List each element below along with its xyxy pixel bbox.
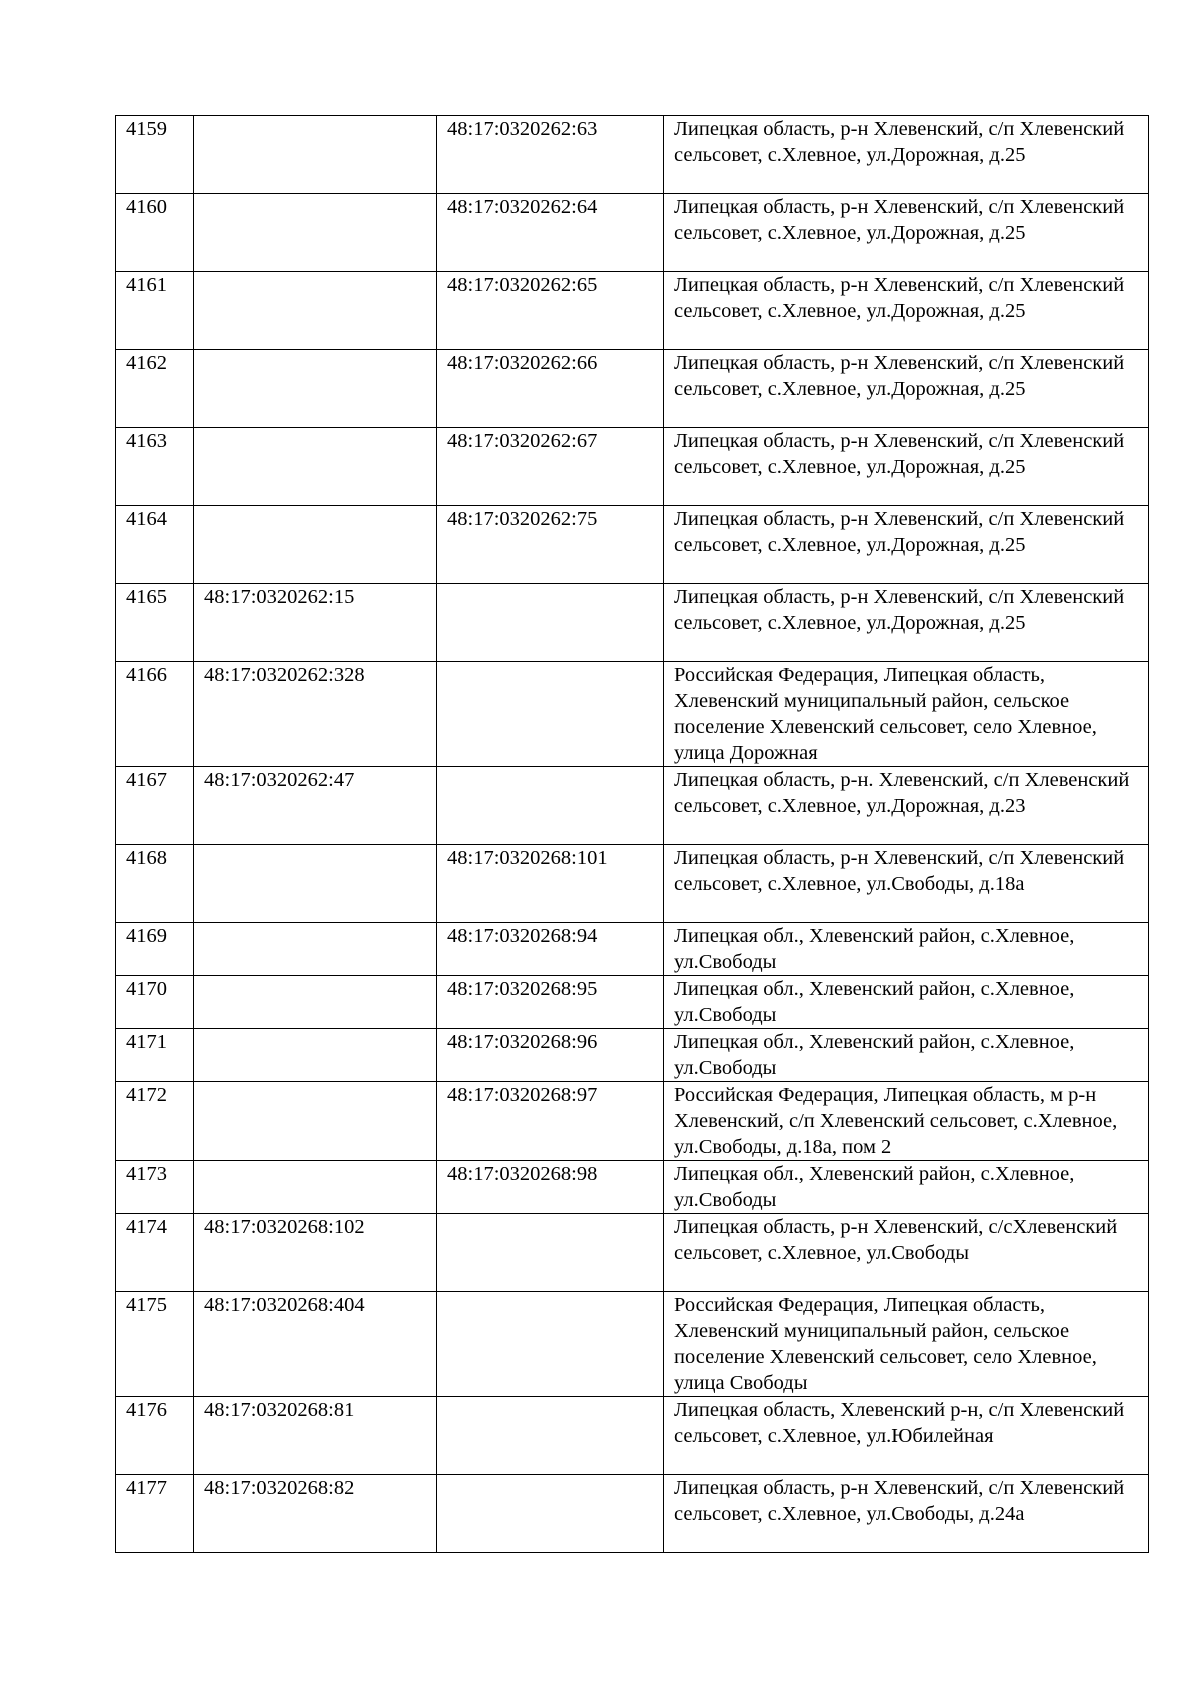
parcel-cadastral-number-cell [194,194,437,272]
table-row [116,767,1149,845]
building-cadastral-number-cell [437,584,664,662]
parcel-cadastral-number-cell [194,923,437,976]
building-cadastral-number-cell: 48:17:0320268:95 [437,976,664,1029]
building-cadastral-number-cell: 48:17:0320268:97 [437,1082,664,1161]
table-row [116,923,1149,976]
address-cell: Липецкая область, р-н Хлевенский, с/п Хлевенский сельсовет, с.Хлевное, ул.Свободы, д.24а [664,1475,1149,1553]
registry-body [116,116,1149,1553]
building-cadastral-number-cell [437,1214,664,1292]
row-number-cell: 4165 [116,584,194,662]
table-row [116,976,1149,1029]
parcel-cadastral-number-cell [194,976,437,1029]
row-number-cell: 4161 [116,272,194,350]
building-cadastral-number-cell: 48:17:0320262:65 [437,272,664,350]
parcel-cadastral-number-cell [194,506,437,584]
parcel-cadastral-number-cell: 48:17:0320262:15 [194,584,437,662]
building-cadastral-number-cell: 48:17:0320262:75 [437,506,664,584]
building-cadastral-number-cell: 48:17:0320268:98 [437,1161,664,1214]
row-number-cell: 4176 [116,1397,194,1475]
table-row [116,1475,1149,1553]
building-cadastral-number-cell [437,1292,664,1397]
address-cell: Липецкая область, р-н Хлевенский, с/п Хлевенский сельсовет, с.Хлевное, ул.Свободы, д.18а [664,845,1149,923]
table-row [116,1292,1149,1397]
parcel-cadastral-number-cell: 48:17:0320262:47 [194,767,437,845]
property-registry-table [115,115,1149,1553]
address-cell: Липецкая обл., Хлевенский район, с.Хлевное, ул.Свободы [664,923,1149,976]
address-cell: Липецкая обл., Хлевенский район, с.Хлевное, ул.Свободы [664,976,1149,1029]
row-number-cell: 4164 [116,506,194,584]
table-row [116,662,1149,767]
address-cell: Российская Федерация, Липецкая область, Хлевенский муниципальный район, сельское поселение Хлевенский сельсовет, село Хлевное, улица Дорожная [664,662,1149,767]
address-cell: Липецкая область, р-н Хлевенский, с/п Хлевенский сельсовет, с.Хлевное, ул.Дорожная, д.25 [664,506,1149,584]
row-number-cell: 4175 [116,1292,194,1397]
address-cell: Липецкая область, р-н Хлевенский, с/п Хлевенский сельсовет, с.Хлевное, ул.Дорожная, д.25 [664,584,1149,662]
building-cadastral-number-cell: 48:17:0320262:66 [437,350,664,428]
table-row [116,350,1149,428]
parcel-cadastral-number-cell [194,350,437,428]
row-number-cell: 4171 [116,1029,194,1082]
parcel-cadastral-number-cell [194,272,437,350]
address-cell: Российская Федерация, Липецкая область, м р-н Хлевенский, с/п Хлевенский сельсовет, с.Хлевное, ул.Свободы, д.18а, пом 2 [664,1082,1149,1161]
building-cadastral-number-cell: 48:17:0320268:96 [437,1029,664,1082]
address-cell: Липецкая обл., Хлевенский район, с.Хлевное, ул.Свободы [664,1161,1149,1214]
address-cell: Липецкая область, Хлевенский р-н, с/п Хлевенский сельсовет, с.Хлевное, ул.Юбилейная [664,1397,1149,1475]
row-number-cell: 4169 [116,923,194,976]
parcel-cadastral-number-cell [194,428,437,506]
parcel-cadastral-number-cell: 48:17:0320268:82 [194,1475,437,1553]
address-cell: Липецкая область, р-н Хлевенский, с/сХлевенский сельсовет, с.Хлевное, ул.Свободы [664,1214,1149,1292]
table-row [116,845,1149,923]
table-row [116,1161,1149,1214]
parcel-cadastral-number-cell: 48:17:0320268:81 [194,1397,437,1475]
table-row [116,1214,1149,1292]
building-cadastral-number-cell: 48:17:0320268:101 [437,845,664,923]
row-number-cell: 4177 [116,1475,194,1553]
row-number-cell: 4159 [116,116,194,194]
building-cadastral-number-cell [437,662,664,767]
parcel-cadastral-number-cell: 48:17:0320268:404 [194,1292,437,1397]
building-cadastral-number-cell: 48:17:0320268:94 [437,923,664,976]
parcel-cadastral-number-cell [194,1029,437,1082]
table-row [116,1397,1149,1475]
building-cadastral-number-cell: 48:17:0320262:67 [437,428,664,506]
row-number-cell: 4174 [116,1214,194,1292]
address-cell: Липецкая обл., Хлевенский район, с.Хлевное, ул.Свободы [664,1029,1149,1082]
table-row [116,1029,1149,1082]
row-number-cell: 4167 [116,767,194,845]
table-row [116,272,1149,350]
table-row [116,116,1149,194]
row-number-cell: 4168 [116,845,194,923]
building-cadastral-number-cell: 48:17:0320262:64 [437,194,664,272]
row-number-cell: 4166 [116,662,194,767]
address-cell: Липецкая область, р-н. Хлевенский, с/п Хлевенский сельсовет, с.Хлевное, ул.Дорожная, д.23 [664,767,1149,845]
parcel-cadastral-number-cell [194,1082,437,1161]
address-cell: Российская Федерация, Липецкая область, Хлевенский муниципальный район, сельское поселение Хлевенский сельсовет, село Хлевное, улица Свободы [664,1292,1149,1397]
row-number-cell: 4163 [116,428,194,506]
table-row [116,584,1149,662]
parcel-cadastral-number-cell: 48:17:0320268:102 [194,1214,437,1292]
table-row [116,506,1149,584]
row-number-cell: 4170 [116,976,194,1029]
building-cadastral-number-cell [437,1475,664,1553]
building-cadastral-number-cell [437,1397,664,1475]
table-row [116,1082,1149,1161]
address-cell: Липецкая область, р-н Хлевенский, с/п Хлевенский сельсовет, с.Хлевное, ул.Дорожная, д.25 [664,428,1149,506]
parcel-cadastral-number-cell [194,845,437,923]
address-cell: Липецкая область, р-н Хлевенский, с/п Хлевенский сельсовет, с.Хлевное, ул.Дорожная, д.25 [664,350,1149,428]
row-number-cell: 4172 [116,1082,194,1161]
table-row [116,428,1149,506]
parcel-cadastral-number-cell: 48:17:0320262:328 [194,662,437,767]
address-cell: Липецкая область, р-н Хлевенский, с/п Хлевенский сельсовет, с.Хлевное, ул.Дорожная, д.25 [664,272,1149,350]
row-number-cell: 4160 [116,194,194,272]
address-cell: Липецкая область, р-н Хлевенский, с/п Хлевенский сельсовет, с.Хлевное, ул.Дорожная, д.25 [664,116,1149,194]
parcel-cadastral-number-cell [194,116,437,194]
row-number-cell: 4173 [116,1161,194,1214]
address-cell: Липецкая область, р-н Хлевенский, с/п Хлевенский сельсовет, с.Хлевное, ул.Дорожная, д.25 [664,194,1149,272]
parcel-cadastral-number-cell [194,1161,437,1214]
building-cadastral-number-cell [437,767,664,845]
row-number-cell: 4162 [116,350,194,428]
table-row [116,194,1149,272]
building-cadastral-number-cell: 48:17:0320262:63 [437,116,664,194]
